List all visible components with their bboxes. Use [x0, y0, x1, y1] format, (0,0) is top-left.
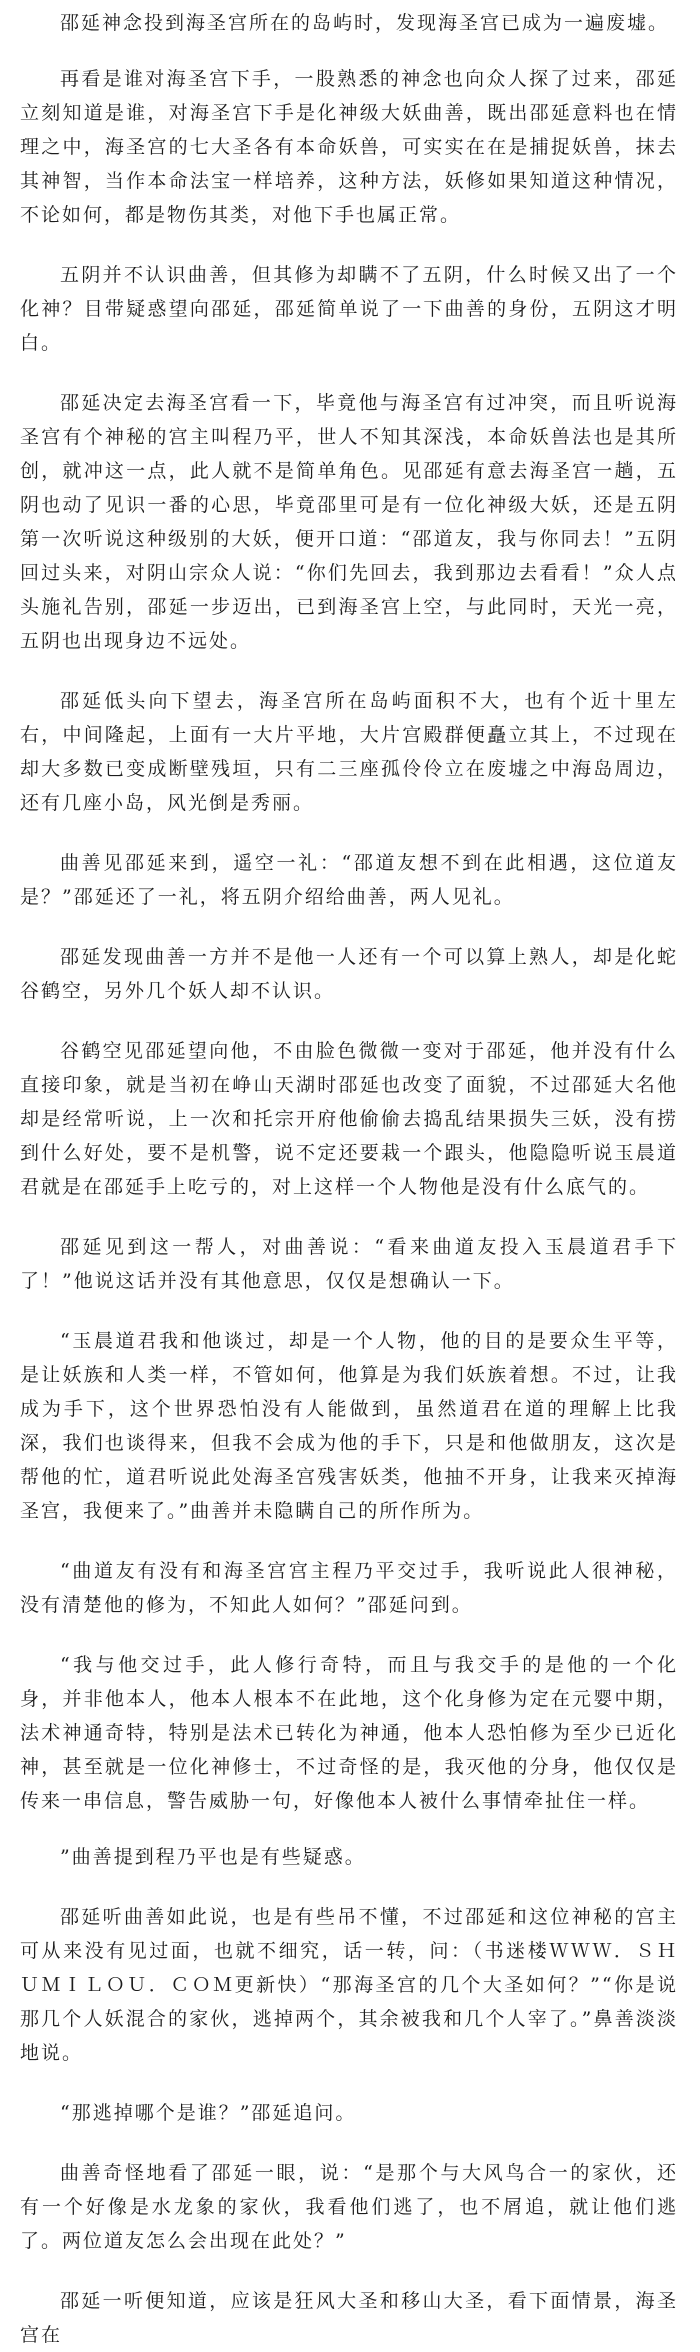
paragraph: 邵延神念投到海圣宫所在的岛屿时，发现海圣宫已成为一遍废墟。 [60, 12, 670, 34]
paragraph: 谷鹤空见邵延望向他，不由脸色微微一变对于邵延，他并没有什么直接印象，就是当初在峥山天湖时邵延也改变了面貌，不过邵延大名他却是经常听说，上一次和托宗开府他偷偷去捣乱结果损失三妖，没有捞到什么好处，要不是机警，说不定还要栽一个跟头，他隐隐听说玉晨道君就是在邵延手上吃亏的，对上这样一个人物他是没有什么底气的。 [20, 1040, 678, 1198]
paragraph: 邵延决定去海圣宫看一下，毕竟他与海圣宫有过冲突，而且听说海圣宫有个神秘的宫主叫程乃平，世人不知其深浅，本命妖兽法也是其所创，就冲这一点，此人就不是简单角色。见邵延有意去海圣宫一趟，五阴也动了见识一番的心思，毕竟邵里可是有一位化神级大妖，还是五阴第一次听说这种级别的大妖，便开口道：“邵道友，我与你同去！”五阴回过头来，对阴山宗众人说：“你们先回去，我到那边去看看！”众人点头施礼告别，邵延一步迈出，已到海圣宫上空，与此同时，天光一亮，五阴也出现身边不远处。 [20, 392, 678, 652]
paragraph: 曲善见邵延来到，遥空一礼：“邵道友想不到在此相遇，这位道友是？”邵延还了一礼，将五阴介绍给曲善，两人见礼。 [20, 852, 678, 908]
paragraph: 邵延一听便知道，应该是狂风大圣和移山大圣，看下面情景，海圣宫在 [20, 2290, 678, 2346]
paragraph: 再看是谁对海圣宫下手，一股熟悉的神念也向众人探了过来，邵延立刻知道是谁，对海圣宫下手是化神级大妖曲善，既出邵延意料也在情理之中，海圣宫的七大圣各有本命妖兽，可实实在在是捕捉妖兽，抹去其神智，当作本命法宝一样培养，这种方法，妖修如果知道这种情况，不论如何，都是物伤其类，对他下手也属正常。 [20, 68, 678, 226]
paragraph: “曲道友有没有和海圣宫宫主程乃平交过手，我听说此人很神秘，没有清楚他的修为，不知此人如何？”邵延问到。 [20, 1560, 678, 1616]
paragraph: 邵延听曲善如此说，也是有些吊不懂，不过邵延和这位神秘的宫主可从来没有见过面，也就不细究，话一转，问：（书迷楼ＷＷＷ．ＳＨＵＭＩＬＯＵ．ＣＯＭ更新快）“那海圣宫的几个大圣如何？”“你是说那几个人妖混合的家伙，逃掉两个，其余被我和几个人宰了。”鼻善淡淡地说。 [20, 1906, 678, 2064]
paragraph: 邵延低头向下望去，海圣宫所在岛屿面积不大，也有个近十里左右，中间隆起，上面有一大片平地，大片宫殿群便矗立其上，不过现在却大多数已变成断壁残垣，只有二三座孤伶伶立在废墟之中海岛周边，还有几座小岛，风光倒是秀丽。 [20, 690, 678, 814]
paragraph: ”曲善提到程乃平也是有些疑惑。 [60, 1846, 366, 1868]
paragraph: “那逃掉哪个是谁？”邵延追问。 [60, 2102, 357, 2124]
paragraph: 曲善奇怪地看了邵延一眼，说：“是那个与大风鸟合一的家伙，还有一个好像是水龙象的家伙，我看他们逃了，也不屑追，就让他们逃了。两位道友怎么会出现在此处？” [20, 2162, 678, 2252]
paragraph: 五阴并不认识曲善，但其修为却瞒不了五阴，什么时候又出了一个化神？目带疑惑望向邵延，邵延简单说了一下曲善的身份，五阴这才明白。 [20, 264, 678, 354]
paragraph: “玉晨道君我和他谈过，却是一个人物，他的目的是要众生平等，是让妖族和人类一样，不管如何，他算是为我们妖族着想。不过，让我成为手下，这个世界恐怕没有人能做到，虽然道君在道的理解上比我深，我们也谈得来，但我不会成为他的手下，只是和他做朋友，这次是帮他的忙，道君听说此处海圣宫残害妖类，他抽不开身，让我来灭掉海圣宫，我便来了。”曲善并未隐瞒自己的所作所为。 [20, 1330, 678, 1522]
paragraph: “我与他交过手，此人修行奇特，而且与我交手的是他的一个化身，并非他本人，他本人根本不在此地，这个化身修为定在元婴中期，法术神通奇特，特别是法术已转化为神通，他本人恐怕修为至少已近化神，甚至就是一位化神修士，不过奇怪的是，我灭他的分身，他仅仅是传来一串信息，警告威胁一句，好像他本人被什么事情牵扯住一样。 [20, 1654, 678, 1812]
paragraph: 邵延发现曲善一方并不是他一人还有一个可以算上熟人，却是化蛇谷鹤空，另外几个妖人却不认识。 [20, 946, 678, 1002]
paragraph: 邵延见到这一帮人，对曲善说：“看来曲道友投入玉晨道君手下了！”他说这话并没有其他意思，仅仅是想确认一下。 [20, 1236, 678, 1292]
